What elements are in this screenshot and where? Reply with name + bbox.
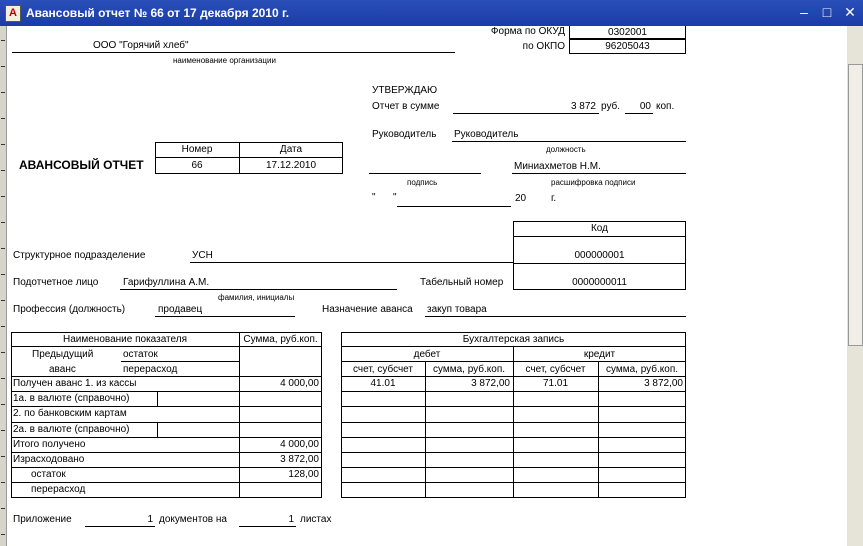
debit-account: 41.01 bbox=[370, 378, 396, 389]
date-quote-open: " bbox=[372, 192, 376, 203]
attachment-docs: 1 bbox=[147, 514, 153, 525]
row-overspend: перерасход bbox=[31, 484, 86, 495]
document-app-icon[interactable]: A bbox=[5, 5, 21, 22]
row-currency-2a: 2а. в валюте (справочно) bbox=[13, 424, 130, 435]
row-balance: остаток bbox=[31, 469, 66, 480]
row-received-cash: Получен аванс 1. из кассы bbox=[13, 378, 137, 389]
code-label: Код bbox=[590, 223, 608, 234]
okpo-label: по ОКПО bbox=[522, 41, 565, 52]
report-date: 17.12.2010 bbox=[265, 160, 317, 171]
debit-header: дебет bbox=[413, 349, 441, 360]
attachment-docs-label: документов на bbox=[159, 514, 227, 525]
head-label: Руководитель bbox=[372, 129, 437, 140]
col-indicator-name: Наименование показателя bbox=[63, 334, 187, 345]
debit-account-header: счет, субсчет bbox=[353, 364, 413, 375]
org-name: ООО "Горячий хлеб" bbox=[93, 40, 189, 51]
year-suffix: г. bbox=[551, 193, 557, 204]
person-label: Подотчетное лицо bbox=[13, 277, 99, 288]
row-spent-value: 3 872,00 bbox=[280, 454, 319, 465]
row-received-cash-value: 4 000,00 bbox=[280, 378, 319, 389]
name-caption: расшифровка подписи bbox=[551, 178, 636, 187]
credit-sum: 3 872,00 bbox=[644, 378, 683, 389]
row-currency-1a: 1а. в валюте (справочно) bbox=[13, 393, 130, 404]
maximize-button[interactable]: □ bbox=[822, 4, 832, 20]
accounting-title: Бухгалтерская запись bbox=[462, 334, 565, 345]
row-spent: Израсходовано bbox=[13, 454, 85, 465]
sum-label: Отчет в сумме bbox=[372, 101, 440, 112]
debit-sum-header: сумма, руб.коп. bbox=[432, 364, 506, 375]
left-ruler bbox=[0, 26, 7, 546]
row-total-received-value: 4 000,00 bbox=[280, 439, 319, 450]
profession-value: продавец bbox=[158, 304, 203, 315]
close-button[interactable]: ✕ bbox=[844, 4, 856, 20]
report-document bbox=[7, 26, 847, 546]
org-name-caption: наименование организации bbox=[173, 56, 276, 65]
position-caption: должность bbox=[546, 145, 586, 154]
minimize-button[interactable]: – bbox=[800, 4, 808, 20]
credit-sum-header: сумма, руб.коп. bbox=[605, 364, 679, 375]
okud-code: 0302001 bbox=[608, 27, 647, 38]
profession-label: Профессия (должность) bbox=[13, 304, 126, 315]
kop-label: коп. bbox=[656, 101, 675, 112]
vertical-scrollbar[interactable] bbox=[847, 26, 863, 546]
date-quote-close: " bbox=[393, 192, 397, 203]
row-bank-cards: 2. по банковским картам bbox=[13, 408, 127, 419]
row-total-received: Итого получено bbox=[13, 439, 86, 450]
tab-number: 0000000011 bbox=[572, 277, 627, 288]
unit-label: Структурное подразделение bbox=[13, 250, 146, 261]
approved-sum-rub: 3 872 bbox=[570, 101, 596, 112]
okud-label: Форма по ОКУД bbox=[490, 26, 565, 37]
window-titlebar bbox=[0, 0, 863, 26]
report-number: 66 bbox=[191, 160, 203, 171]
person-value: Гарифуллина А.М. bbox=[123, 277, 210, 288]
scrollbar-thumb[interactable] bbox=[848, 64, 863, 346]
okpo-code: 96205043 bbox=[605, 41, 650, 52]
rub-label: руб. bbox=[601, 101, 621, 112]
unit-code: 000000001 bbox=[574, 250, 625, 261]
credit-account: 71.01 bbox=[542, 378, 569, 389]
col-sum: Сумма, руб.коп. bbox=[243, 334, 318, 345]
prev-overspend: перерасход bbox=[123, 364, 178, 375]
head-name: Миниахметов Н.М. bbox=[514, 161, 601, 172]
year-prefix: 20 bbox=[515, 193, 527, 204]
purpose-label: Назначение аванса bbox=[322, 304, 413, 315]
credit-account-header: счет, субсчет bbox=[525, 364, 586, 375]
number-label: Номер bbox=[181, 144, 213, 155]
prev-balance: остаток bbox=[123, 349, 158, 360]
signature-caption: подпись bbox=[407, 178, 438, 187]
head-position: Руководитель bbox=[454, 129, 519, 140]
approved-sum-kop: 00 bbox=[639, 101, 651, 112]
report-title: АВАНСОВЫЙ ОТЧЕТ bbox=[19, 158, 144, 172]
attachment-label: Приложение bbox=[13, 514, 72, 525]
attachment-sheets-label: листах bbox=[300, 514, 332, 525]
debit-sum: 3 872,00 bbox=[471, 378, 510, 389]
credit-header: кредит bbox=[583, 349, 616, 360]
window-title: Авансовый отчет № 66 от 17 декабря 2010 г. bbox=[26, 6, 290, 20]
attachment-sheets: 1 bbox=[288, 514, 294, 525]
prev-label: Предыдущий bbox=[32, 349, 94, 360]
person-caption: фамилия, инициалы bbox=[218, 293, 295, 302]
date-label: Дата bbox=[279, 144, 303, 155]
tab-number-label: Табельный номер bbox=[420, 277, 504, 288]
unit-value: УСН bbox=[192, 250, 213, 261]
prev-label-2: аванс bbox=[49, 364, 76, 375]
approve-heading: УТВЕРЖДАЮ bbox=[372, 85, 438, 96]
row-balance-value: 128,00 bbox=[288, 469, 319, 480]
purpose-value: закуп товара bbox=[427, 304, 487, 315]
